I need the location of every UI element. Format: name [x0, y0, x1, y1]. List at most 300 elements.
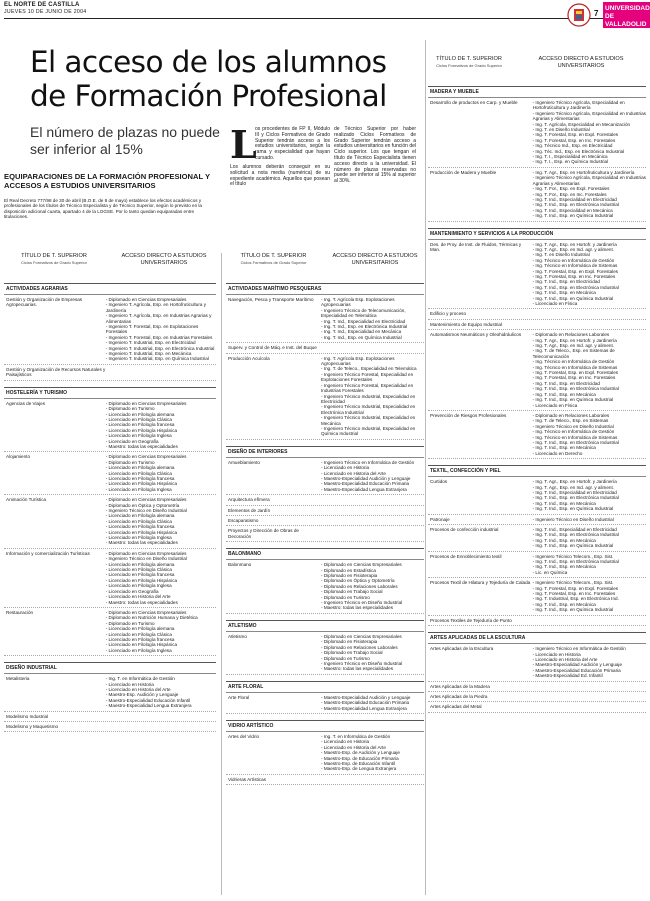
access-item: - Maestro: todas las especialidades: [321, 666, 394, 672]
access-list: [321, 508, 424, 513]
access-item: - Ing. T. Agr., Esp. en Ind. agr. y aliment.: [532, 246, 614, 252]
cycle-title: Superv. y Control de Máq. e Inst. del Buque: [228, 345, 317, 351]
access-item: - Licenciado en Historia del Arte: [321, 470, 386, 476]
access-list: [533, 479, 646, 511]
access-item: - Maestro-Especialidad Audición y Lenguaje: [321, 475, 411, 481]
access-item: - Ing. T. Ind., Esp. en Electricidad: [532, 380, 600, 386]
access-item: - Ingeniero Técnico Agrícola, Especialidad en Hortofruticultura y Jardinería: [532, 100, 625, 111]
access-item: - Maestro-Especialidad Educación Primaria: [321, 700, 410, 706]
table-row: [226, 693, 424, 714]
cycle-title: Gestión y Organización de Empresas Agropecuarias.: [6, 297, 83, 308]
access-item: - Diplomado en Trabajo Social: [321, 650, 383, 656]
access-item: - Maestro-Especialidad Audición y Lenguaje: [532, 662, 623, 668]
access-item: - Ing. T. Ind., Especialidad en Electricidad: [321, 318, 406, 324]
access-item: - Diplomado en Turismo: [105, 406, 155, 412]
access-item: - Ingeniero T. Industrial, Esp. en Mecánica: [105, 351, 192, 357]
access-item: - Diplomado en Óptica y Optometría: [105, 502, 180, 508]
access-list: [533, 332, 646, 408]
table-row: [226, 775, 424, 785]
access-item: - Maestro-Especialidad Lengua Extranjera: [321, 705, 407, 711]
title-col-sub: Ciclos Formativos de Grado Superior: [21, 259, 87, 265]
access-item: - Licenciado en Filología Inglesa: [105, 433, 172, 439]
table-column-left: [4, 283, 216, 895]
issue-date: JUEVES 10 DE JUNIO DE 2004: [4, 9, 87, 15]
access-item: - Licenciado en Filología Inglesa: [105, 535, 172, 541]
access-item: - Maestro-Esp. de Educación Infantil: [321, 760, 396, 766]
access-list: [533, 242, 646, 307]
access-item: - Diplomado en Fisioterapia: [321, 573, 378, 579]
cycle-title: Navegación, Pesca y Transporte Marítimo: [228, 297, 314, 302]
access-item: - Licenciado en Filología Inglesa: [105, 486, 172, 492]
title-col-header: TÍTULO DE T. SUPERIOR: [240, 253, 307, 259]
table-row: [428, 98, 646, 168]
category-heading: MADERA Y MUEBLE: [428, 86, 646, 98]
cycle-title: Procesos Textil de Hilatura y Tejeduría de Calada: [430, 580, 531, 586]
table-row: [226, 632, 424, 675]
category-heading: BALONMANO: [226, 548, 424, 560]
cycle-title: Procesos Textiles de Tejeduría de Punto: [430, 617, 512, 623]
access-item: - Ing. T. Ind., Especialidad en Electricidad: [532, 489, 617, 495]
access-item: - Ingeniero Técnico en Diseño Industrial: [105, 556, 187, 562]
access-item: - Ing. T. Agr., Esp. en Hortofruticultura y Jardinería: [532, 169, 635, 175]
mid-table-header: [226, 253, 424, 279]
access-item: - Ing. T. Ind., Esp. en Electrónica Industrial: [532, 284, 619, 290]
university-banner: UNIVERSIDAD DE VALLADOLID: [603, 2, 650, 28]
access-item: - Ing. Técnico en Informática de Sistemas: [532, 263, 618, 269]
access-list: [106, 610, 216, 653]
access-item: - Diplomado en Relaciones Laborales: [321, 644, 398, 650]
access-item: - Maestro-Especialidad Educación Primaria: [321, 481, 410, 487]
category-heading: ARTE FLORAL: [226, 681, 424, 693]
cycle-title: Artes Aplicadas de la Escultura: [430, 646, 494, 652]
cycle-title: Elementos de Jardín: [228, 507, 271, 513]
access-item: - Ing. T. Forestal, Esp. en Expl. Forestales: [532, 132, 619, 138]
access-list: [533, 554, 646, 576]
table-row: [4, 608, 216, 656]
access-item: - Licenciado en Historia: [532, 651, 581, 657]
access-list: [533, 694, 646, 699]
access-item: - Licenciado en Filología alemana: [105, 513, 175, 519]
table-row: [4, 549, 216, 608]
access-item: - Ing. T. de Teleco., Esp. en Sistemas: [532, 418, 609, 424]
access-item: - Ing. T. Ind., Especialidad en Electricidad: [532, 196, 617, 202]
category-heading: ACTIVIDADES AGRARIAS: [4, 283, 216, 295]
access-item: - Licenciado en Filología Inglesa: [105, 583, 172, 589]
access-item: - Diplomado en Nutrición Humana y Dietética: [105, 615, 198, 621]
access-item: - Ingeniero Técnico en Diseño Industrial: [532, 423, 614, 429]
access-item: - Ing. T. Ind., Esp. en Mecánica: [532, 537, 596, 543]
access-item: - Ingeniero Técnico en Informática de Gestión: [532, 646, 626, 652]
access-item: - Licenciado en Filología alemana: [105, 411, 175, 417]
access-item: - Licenciado en Historia: [321, 739, 370, 745]
access-list: [533, 517, 646, 522]
access-list: [533, 322, 646, 327]
intro-text: El Real Decreto 777/98 de 30 de abril (B.O.E. de 8 de mayo) establece los efectos académicos y profesionales de los títulos de Técnico Especialista y de Técnico Superior, según lo previsto en la disposición adicional cuarta, apartado 4 de la LOGSE. Por lo tanto quedan equiparadas entre titulaciones.: [4, 198, 202, 220]
table-row: [428, 168, 646, 222]
access-list: [321, 777, 424, 782]
access-item: - Ing. T. Ind., Esp. en Química Industrial: [532, 295, 614, 301]
access-item: - Ing. T. Forestal, Esp. en Inc. Forestales: [532, 273, 616, 279]
access-item: - Ing. T. Ind., Esp. en Mecánica: [532, 601, 596, 607]
cycle-title: Producción de Madera y Mueble: [430, 169, 497, 175]
access-item: - Ing. T. Forestal, Esp. en Expl. Forestales: [532, 268, 619, 274]
access-item: - Ingeniero Técnico Agrícola, Especialidad en Industrias Agrarias y Alimentarias: [532, 110, 646, 122]
access-item: - Ing. Técnico en Informática de Sistemas: [532, 434, 618, 440]
cycle-title: Curtidos: [430, 479, 448, 485]
access-item: - Licenciado en Filología alemana: [105, 561, 175, 567]
cycle-title: Balonmano: [228, 562, 252, 568]
access-item: - Ing. T. Ind., Esp. en Electrónica Industrial: [532, 202, 619, 208]
table-row: [226, 516, 424, 526]
table-row: [428, 309, 646, 319]
column-divider: [221, 253, 222, 895]
access-item: - Diplomado en Óptica y Optometría: [321, 578, 395, 584]
table-row: [428, 552, 646, 579]
table-row: [4, 495, 216, 549]
access-item: - Ing. T. Ind., Esp. en Electrónica Industrial: [532, 532, 619, 538]
table-column-right: [428, 86, 646, 896]
access-list: [106, 551, 216, 605]
category-heading: MANTENIMIENTO Y SERVICIOS A LA PRODUCCIÓN: [428, 228, 646, 240]
table-row: [428, 477, 646, 514]
cycle-title: Alojamiento: [6, 454, 31, 460]
cycle-title: Escaparatismo: [228, 518, 259, 523]
access-item: - Ing. T. Industrial, Esp. en Electrónica Ind.: [532, 596, 619, 602]
table-row: [226, 506, 424, 516]
access-list: [321, 734, 424, 772]
access-item: - Maestro-Esp. de Educación Primaria: [321, 755, 399, 761]
access-list: [321, 518, 424, 523]
cycle-title: Producción Acuícola: [228, 355, 270, 361]
access-item: - Ingeniero Técnico de Telecomunicación, Especialidad en Telemática: [321, 307, 406, 319]
access-list: [321, 634, 424, 672]
access-item: - Licenciado en Derecho: [532, 450, 583, 456]
access-item: - Maestro: todas las especialidades: [105, 599, 178, 605]
table-row: [4, 399, 216, 453]
access-item: - Ingeniero Técnico Telecom., Esp. Sist.: [532, 580, 614, 586]
table-row: [226, 526, 424, 542]
access-item: - Licenciado en Filología Hispánica: [105, 481, 177, 487]
access-item: - Licenciado en Geografía: [105, 438, 159, 444]
access-list: [106, 367, 216, 378]
access-item: - Lic. en Química: [532, 569, 568, 575]
left-table-header: [4, 253, 216, 279]
access-item: - Diplomado en Turismo: [105, 459, 155, 465]
access-item: - Licenciado en Filología francesa: [105, 572, 175, 578]
access-item: - Ingeniero Técnico Industrial, Especialidad en Electricidad: [321, 393, 416, 404]
cycle-title: Gestión y Organización de Recursos Naturales y Paisajísticos: [6, 366, 106, 378]
access-list: [106, 497, 216, 546]
access-item: - Ingeniero Técnico Industrial, Especialidad en Mecánica: [321, 415, 416, 426]
access-item: - Ing. T. Agrícola Esp. Explotaciones Agropecuarias: [321, 297, 395, 308]
access-list: [321, 497, 424, 502]
access-item: - Ing. T. Ind., Esp. en Mecánica: [532, 500, 596, 506]
access-item: - Diplomado en Turismo: [105, 620, 155, 626]
access-item: - Ing. T. Agr., Esp. en Ind. agr. y aliment.: [532, 343, 614, 349]
table-row: [226, 495, 424, 505]
access-item: - Licenciado en Filología Clásica: [105, 567, 172, 573]
access-item: - Ing. T. Ind., Esp. en Electrónica Industrial: [321, 324, 408, 330]
access-item: - Ing. T. Ind., Esp. en Electrónica Industrial: [532, 386, 619, 392]
table-row: [428, 578, 646, 615]
access-list: [321, 345, 424, 350]
access-item: - Ingeniero Técnico en Diseño Industrial: [105, 508, 187, 513]
cycle-title: Desarrollo de productos en Carp. y Mueble: [430, 100, 518, 105]
access-item: - Ing. T. Ind., Especialidad en Mecánica: [532, 207, 613, 213]
access-item: - Diplomado en Ciencias Empresariales: [105, 497, 187, 503]
access-item: - Ing. T. Ind., Esp. en Química Industrial: [532, 213, 614, 219]
table-row: [428, 320, 646, 330]
table-row: [428, 644, 646, 681]
access-item: - Maestro-Especialidad Educación Primaria: [532, 667, 621, 673]
table-row: [226, 458, 424, 495]
access-item: - Diplomado en Ciencias Empresariales: [321, 562, 402, 568]
access-item: - Ing. T. Ind., Esp. en Química Industrial: [532, 607, 614, 613]
table-row: [428, 616, 646, 626]
access-item: - Maestro-Especialidad Educación Infantil: [105, 697, 191, 703]
table-row: [4, 295, 216, 365]
access-item: - Maestro-Especialidad Audición y Lenguaje: [321, 694, 411, 700]
access-item: - Diplomado en Ciencias Empresariales: [321, 633, 402, 639]
access-item: - Ingeniero T. Industrial, Esp. en Electrónica Industrial: [105, 345, 215, 351]
section-title: EQUIPARACIONES DE LA FORMACIÓN PROFESIONAL Y ACCESOS A ESTUDIOS UNIVERSITARIOS: [4, 172, 210, 190]
access-item: - Maestro: todas las especialidades: [105, 443, 178, 449]
access-item: - Ingeniero Técnico en Diseño Industrial: [321, 660, 403, 666]
access-item: - Ing. T. Ind., Esp. en Electrónica Industrial: [532, 495, 619, 501]
access-item: - Licenciado en Historia del Arte: [321, 744, 386, 750]
access-item: - Ing. T. Ind., Esp. en Electrónica Industrial: [532, 559, 619, 565]
table-row: [428, 702, 646, 712]
access-list: [533, 684, 646, 689]
access-item: - Ing. T. Ind., Especialidad en Electricidad: [532, 527, 617, 532]
access-item: - Ing. Técnico Ind., Esp. en Electricidad: [532, 143, 613, 149]
title-col-header: TÍTULO DE T. SUPERIOR: [436, 56, 502, 62]
access-item: - Ing. T. Forestal, Esp. en Expl. Forestales: [532, 585, 619, 591]
access-list: [106, 401, 216, 450]
access-item: - Ing. T. Ind., Esp. en Electrónica Industrial: [532, 439, 619, 445]
page-headline: El acceso de los alumnos de Formación Profesional: [30, 45, 387, 113]
access-item: - Ingeniero T. Industrial, Esp. en Electricidad: [105, 340, 196, 346]
access-item: - Maestro-Especialidad Lengua Extranjera: [321, 486, 407, 492]
access-item: - Diplomado en Ciencias Empresariales: [105, 609, 187, 615]
cycle-title: Modelismo Industrial: [6, 713, 49, 719]
access-item: - Licenciado en Filología Clásica: [105, 518, 172, 524]
access-item: - Diplomado en Fisioterapia: [321, 639, 378, 645]
access-item: - Ingeniero T. Forestal, Esp. en Industrias Forestales: [105, 334, 213, 340]
access-item: - Ing. T. Agrícola Esp. Explotaciones Agropecuarias: [321, 355, 395, 367]
access-item: - Licenciado en Filología Clásica: [105, 470, 172, 476]
newspaper-name: EL NORTE DE CASTILLA: [4, 2, 80, 8]
cycle-title: Arte Floral: [228, 694, 250, 700]
table-column-middle: [226, 283, 424, 895]
access-item: - Maestro-Esp. de Lengua Extranjera: [321, 766, 397, 772]
table-row: [428, 240, 646, 310]
access-list: [321, 695, 424, 711]
table-row: [226, 732, 424, 775]
access-item: - Ing. T. Forestal, Esp. en Expl. Forestales: [532, 370, 619, 376]
access-item: - Maestro: todas las especialidades: [105, 540, 178, 546]
access-item: - Ing. T. en Informática de Gestión: [321, 733, 391, 739]
cycle-title: Artes Aplicadas de la Madera: [430, 683, 490, 689]
access-item: - Ingeniero Técnico Industrial, Especialidad en Electrónica Industrial: [321, 404, 416, 415]
access-item: - Ing. T. Ind., Especialidad en Mecánica: [321, 329, 402, 335]
access-item: - Licenciado en Filología alemana: [105, 626, 175, 632]
access-item: - Ing. T. Ind., Esp. en Electricidad: [532, 279, 600, 285]
access-item: - Maestro-Especialidad Lengua Extranjera: [105, 703, 192, 709]
access-list: [321, 356, 424, 437]
access-item: - Licenciado en Filología francesa: [105, 636, 175, 642]
access-item: - Ing. T. Agr., Esp. en Hortofr. y Jardinería: [532, 337, 617, 343]
table-row: [226, 295, 424, 343]
cycle-title: Animación Turística: [6, 497, 47, 503]
access-item: - Ing. T. Forestal, Esp. en Inc. Forestales: [532, 591, 616, 597]
access-list: [106, 714, 216, 719]
category-heading: ACTIVIDADES MARÍTIMO PESQUERAS: [226, 283, 424, 295]
cycle-title: Artes Aplicadas del Metal: [430, 704, 482, 710]
access-item: - Ing. T. Ind., Esp. en Mecánica: [532, 290, 596, 296]
table-row: [428, 330, 646, 411]
table-row: [428, 692, 646, 702]
access-item: - Ing. T. de Teleco., Esp. en Sistemas de Telecomunicación: [532, 348, 615, 359]
access-item: - Ingeniero Técnico Telecom., Esp. Sist.: [532, 553, 614, 559]
title-col-sub: Ciclos Formativos de Grado Superior: [436, 62, 502, 68]
subheadline: El número de plazas no puede ser inferior al 15%: [30, 124, 220, 157]
access-list: [321, 562, 424, 611]
access-list: [533, 527, 646, 549]
access-item: - Diplomado en Trabajo Social: [321, 589, 383, 595]
access-item: - Ingeniero Técnico Agrícola, Especialidad en Industrias Agrarias y Alimentarias: [532, 175, 646, 186]
access-item: - Licenciado en Filología Hispánica: [105, 577, 177, 583]
table-row: [226, 560, 424, 614]
access-item: - Ingeniero Técnico en Informática de Gestión: [321, 459, 415, 465]
access-item: - Ing. Técnico en Informática de Gestión: [532, 359, 615, 365]
access-list: [533, 580, 646, 612]
access-item: - Diplomado en Turismo: [321, 594, 370, 600]
access-item: - Licenciado en Historia del Arte: [105, 686, 171, 692]
access-item: - Maestro: todas las especialidades: [321, 605, 394, 611]
article-column-1b: Los alumnos deberán conseguir en su solicitud a nota media (numérica) de su expediente académico. Aquellos que posean el título: [230, 164, 330, 188]
access-item: - Licenciado en Filología francesa: [105, 422, 175, 428]
table-row: [428, 515, 646, 525]
right-table-header: [428, 56, 646, 82]
access-item: - Licenciado en Filología Hispánica: [105, 529, 177, 535]
cycle-title: Información y comercialización Turísticas: [6, 550, 90, 556]
article-column-2: de Técnico Superior por haber realizado Ciclos Formativos de Grado Superior tendrán acceso a estudios universitarios en función del Ciclo superior. Los que tengan el título de Técnico Especialista tienen acceso directo a la universidad. El número de plazas reservadas no puede ser inferior al 15% al superior al 30%.: [334, 126, 416, 185]
access-item: - Ingeniero T. Forestal, Esp. en Explotaciones Forestales: [105, 324, 199, 335]
cycle-title: Proyectos y Dirección de Obras de Decoración: [228, 528, 299, 539]
cycle-title: Automatismos Neumáticos y Oleohidráulicos: [430, 332, 522, 338]
cycle-title: Artes del Vidrio: [228, 733, 260, 739]
category-heading: DISEÑO INDUSTRIAL: [4, 662, 216, 674]
access-item: - Licenciado en Historia del Arte: [532, 656, 598, 662]
table-row: [4, 722, 216, 732]
access-list: [533, 704, 646, 709]
table-row: [428, 682, 646, 692]
access-item: - Ingeniero T. Industrial, Esp. en Química Industrial: [105, 356, 209, 362]
access-list: [533, 170, 646, 219]
access-item: - Ing. T. en Diseño Industrial: [532, 127, 590, 133]
access-item: - Ing. T. I., Especialidad en Mecánica: [532, 154, 608, 160]
access-item: - Licenciado en Historia del Arte: [105, 594, 171, 600]
category-heading: HOSTELERÍA Y TURISMO: [4, 387, 216, 399]
access-item: - Ing. Téc. Ind., Esp. en Electrónica Industrial: [532, 148, 625, 154]
cycle-title: Agencias de Viajes: [6, 400, 45, 406]
cycle-title: Artes Aplicadas de la Piedra: [430, 693, 488, 699]
access-item: - Diplomado en Ciencias Empresariales: [105, 454, 187, 460]
access-item: - Licenciado en Geografía: [105, 588, 159, 594]
access-item: - Ing. T. Agr., Esp. en Ind. agr. y aliment.: [532, 484, 614, 490]
access-col-header: ACCESO DIRECTO A ESTUDIOS UNIVERSITARIOS: [121, 253, 207, 266]
access-item: - Ing. T. Ind., Esp. en Mecánica: [532, 445, 596, 451]
category-heading: ARTES APLICADAS DE LA ESCULTURA: [428, 632, 646, 644]
university-seal-icon: [566, 2, 592, 28]
access-list: [533, 413, 646, 456]
access-item: - Ing. Técnico en Informática de Gestión: [532, 429, 615, 435]
category-heading: ATLETISMO: [226, 620, 424, 632]
access-item: - Ing. T. Agr., Esp. en Hortofr. y Jardinería: [532, 241, 617, 247]
access-col-header: ACCESO DIRECTO A ESTUDIOS UNIVERSITARIOS: [538, 56, 624, 69]
access-item: - Ingeniero Técnico Forestal, Especialidad en Explotaciones Forestales: [321, 371, 414, 383]
page-number: 7: [594, 9, 599, 18]
table-row: [4, 674, 216, 711]
category-heading: VIDRIO ARTÍSTICO: [226, 720, 424, 732]
access-list: [321, 528, 424, 539]
access-list: [533, 311, 646, 316]
access-item: - Diplomado en Ciencias Empresariales: [105, 297, 187, 302]
access-item: - Ing. T. Forestal, Esp. en Inc. Forestales: [532, 137, 616, 143]
access-item: - Ingeniero Técnico en Diseño Industrial: [321, 600, 403, 606]
cycle-title: Restauración: [6, 609, 34, 615]
access-item: - Ing. T. For., Esp. en Inc. Forestales: [532, 191, 607, 197]
cycle-title: Arquitectura efímera: [228, 497, 270, 503]
access-item: - Licenciado en Filología Clásica: [105, 416, 172, 422]
table-row: [4, 452, 216, 495]
access-item: - Diplomado en Estadística: [321, 567, 376, 573]
access-item: - Ingeniero T. Agrícola, Esp. en Industrias Agrarias y Alimentarias: [105, 313, 212, 324]
cycle-title: Procesos de Ennoblecimiento textil: [430, 553, 502, 559]
access-item: - Diplomado en Relaciones Laborales: [321, 583, 398, 589]
access-item: - Licenciado en Filología Hispánica: [105, 642, 177, 648]
cycle-title: Metalisteria: [6, 676, 30, 682]
access-item: - Ing. T. Ind., Esp. en Mecánica: [532, 391, 596, 397]
cycle-title: Patronaje: [430, 516, 450, 522]
header-rule: [4, 18, 646, 19]
access-list: [321, 297, 424, 340]
access-item: - Maestro-Especialidad Ed. Infantil: [532, 673, 603, 679]
table-row: [428, 411, 646, 459]
title-col-sub: Ciclos Formativos de Grado Superior: [240, 259, 307, 265]
access-col-header: ACCESO DIRECTO A ESTUDIOS UNIVERSITARIOS: [332, 253, 418, 266]
access-item: - Diplomado en Relaciones Laborales: [532, 412, 610, 418]
access-item: - Diplomado en Ciencias Empresariales: [105, 400, 187, 406]
access-item: - Licenciado en Historia: [321, 465, 370, 471]
category-heading: DISEÑO DE INTERIORES: [226, 446, 424, 458]
access-item: - Ing. Técnico en Informática de Sistemas: [532, 364, 618, 370]
access-item: - Ingeniero T. Agrícola, Esp. en Hortofruticultura y Jardinería: [105, 302, 207, 313]
access-item: - Diplomado en Ciencias Empresariales: [105, 550, 187, 556]
table-row: [428, 525, 646, 552]
access-list: [106, 454, 216, 492]
access-item: - Ingeniero Técnico en Diseño Industrial: [532, 516, 614, 522]
dropcap: L: [230, 122, 257, 167]
access-item: - Licenciado en Filología Clásica: [105, 631, 172, 637]
cycle-title: Modelismo y Maquetismo: [6, 724, 59, 729]
access-item: - Ing. T. Agr., Esp. en Hortofr. y Jardinería: [532, 479, 617, 485]
access-list: [106, 297, 216, 362]
cycle-title: Amueblamiento: [228, 459, 260, 465]
cycle-title: Prevención de Riesgos Profesionales: [430, 412, 507, 418]
table-row: [4, 365, 216, 381]
